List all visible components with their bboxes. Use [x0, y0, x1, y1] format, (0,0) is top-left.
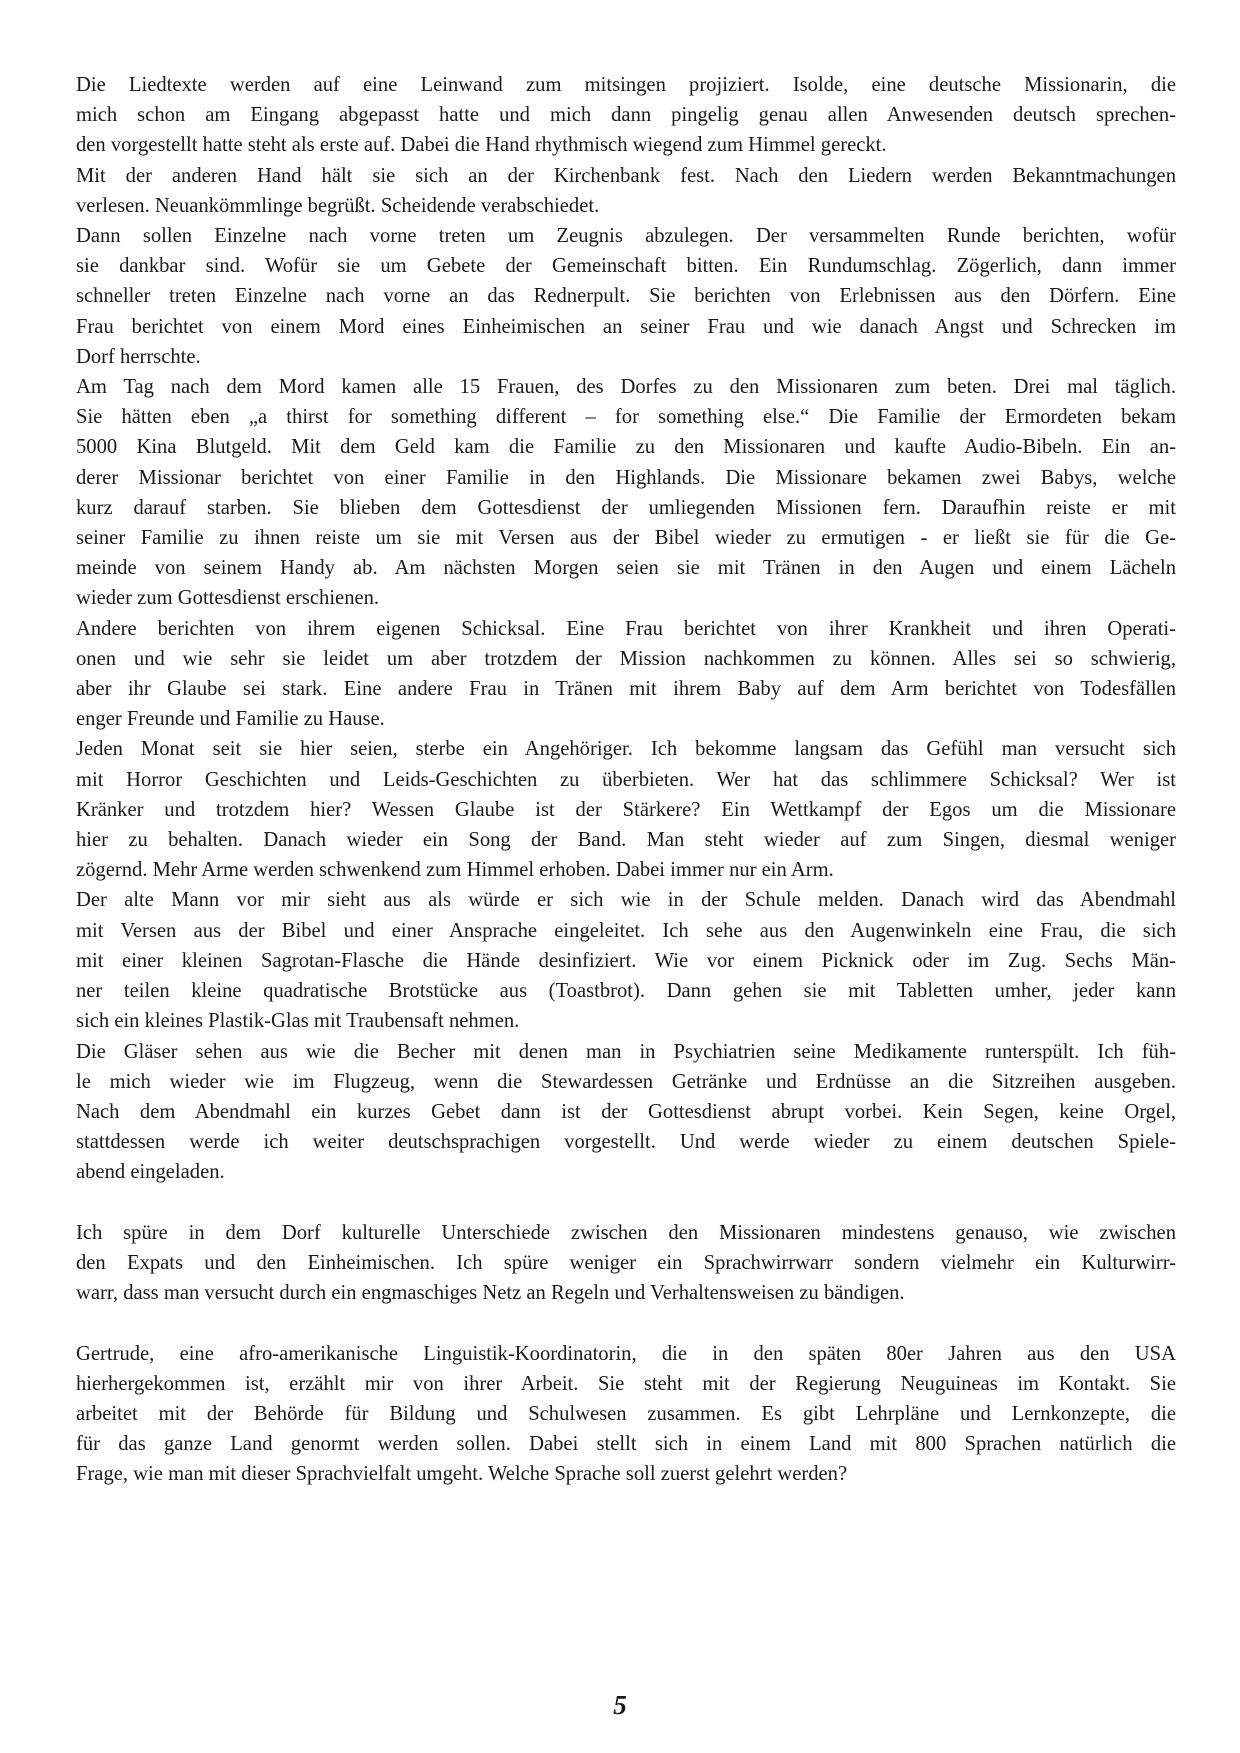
- text-line: mit einer kleinen Sagrotan-Flasche die Hände desinfiziert. Wie vor einem Picknick oder im Zug. Sechs Män-: [76, 949, 1176, 972]
- paragraph-gap: [76, 1308, 1176, 1338]
- text-line: Nach dem Abendmahl ein kurzes Gebet dann ist der Gottesdienst abrupt vorbei. Kein Segen, keine Orgel,: [76, 1100, 1176, 1123]
- text-line: den vorgestellt hatte steht als erste auf. Dabei die Hand rhythmisch wiegend zum Himmel gereckt.: [76, 134, 887, 157]
- text-line: Dorf herrschte.: [76, 345, 201, 368]
- text-line: mit Horror Geschichten und Leids-Geschichten zu überbieten. Wer hat das schlimmere Schicksal? Wer ist: [76, 768, 1176, 791]
- paragraph: [76, 161, 1176, 221]
- text-line: meinde von seinem Handy ab. Am nächsten Morgen seien sie mit Tränen in den Augen und einem Lächeln: [76, 557, 1176, 580]
- paragraph: [76, 221, 1176, 372]
- text-line: ner teilen kleine quadratische Brotstücke aus (Toastbrot). Dann gehen sie mit Tabletten umher, jeder kann: [76, 980, 1176, 1003]
- body-text: [76, 70, 1176, 1490]
- page-number: 5: [613, 1690, 627, 1720]
- paragraph: [76, 372, 1176, 614]
- paragraph: [76, 734, 1176, 885]
- text-line: Der alte Mann vor mir sieht aus als würde er sich wie in der Schule melden. Danach wird das Abendmahl: [76, 889, 1176, 912]
- text-line: 5000 Kina Blutgeld. Mit dem Geld kam die Familie zu den Missionaren und kaufte Audio-Bibeln. Ein an-: [76, 436, 1176, 459]
- text-line: Mit der anderen Hand hält sie sich an der Kirchenbank fest. Nach den Liedern werden Bekanntmachungen: [76, 164, 1176, 187]
- text-line: Andere berichten von ihrem eigenen Schicksal. Eine Frau berichtet von ihrer Krankheit und ihren Operati-: [76, 617, 1176, 640]
- text-line: Gertrude, eine afro-amerikanische Linguistik-Koordinatorin, die in den späten 80er Jahren aus den USA: [76, 1342, 1176, 1365]
- text-line: enger Freunde und Familie zu Hause.: [76, 708, 385, 731]
- paragraph: [76, 885, 1176, 1036]
- text-line: mit Versen aus der Bibel und einer Ansprache eingeleitet. Ich sehe aus den Augenwinkeln eine Frau, die sich: [76, 919, 1176, 942]
- text-line: Dann sollen Einzelne nach vorne treten um Zeugnis abzulegen. Der versammelten Runde berichten, wofür: [76, 225, 1176, 248]
- text-line: abend eingeladen.: [76, 1161, 225, 1184]
- text-line: hier zu behalten. Danach wieder ein Song der Band. Man steht wieder auf zum Singen, diesmal weniger: [76, 829, 1176, 852]
- text-line: derer Missionar berichtet von einer Familie in den Highlands. Die Missionare bekamen zwei Babys, welche: [76, 466, 1176, 489]
- text-line: seiner Familie zu ihnen reiste um sie mit Versen aus der Bibel wieder zu ermutigen - er ließt sie für die Ge-: [76, 527, 1176, 550]
- text-line: den Expats und den Einheimischen. Ich spüre weniger ein Sprachwirrwarr sondern vielmehr ein Kulturwirr-: [76, 1251, 1176, 1274]
- text-line: Die Liedtexte werden auf eine Leinwand zum mitsingen projiziert. Isolde, eine deutsche Missionarin, die: [76, 74, 1176, 96]
- text-line: le mich wieder wie im Flugzeug, wenn die Stewardessen Getränke und Erdnüsse an die Sitzreihen ausgeben.: [76, 1070, 1176, 1093]
- paragraph: [76, 1339, 1176, 1490]
- text-line: schneller treten Einzelne nach vorne an das Rednerpult. Sie berichten von Erlebnissen aus den Dörfern. Eine: [76, 285, 1176, 308]
- text-line: Kränker und trotzdem hier? Wessen Glaube ist der Stärkere? Ein Wettkampf der Egos um die Missionare: [76, 798, 1176, 821]
- text-line: für das ganze Land genormt werden sollen. Dabei stellt sich in einem Land mit 800 Sprachen natürlich die: [76, 1433, 1176, 1456]
- text-line: Die Gläser sehen aus wie die Becher mit denen man in Psychiatrien seine Medikamente runterspült. Ich füh-: [76, 1040, 1176, 1063]
- text-line: kurz darauf starben. Sie blieben dem Gottesdienst der umliegenden Missionen fern. Daraufhin reiste er mit: [76, 496, 1176, 519]
- paragraph: [76, 70, 1176, 161]
- text-line: sich ein kleines Plastik-Glas mit Traubensaft nehmen.: [76, 1010, 520, 1033]
- text-line: onen und wie sehr sie leidet um aber trotzdem der Mission nachkommen zu können. Alles sei so schwierig,: [76, 647, 1176, 670]
- text-line: verlesen. Neuankömmlinge begrüßt. Scheidende verabschiedet.: [76, 194, 600, 217]
- text-line: Ich spüre in dem Dorf kulturelle Unterschiede zwischen den Missionaren mindestens genauso, wie zwischen: [76, 1221, 1176, 1244]
- paragraph: [76, 1037, 1176, 1188]
- text-line: arbeitet mit der Behörde für Bildung und Schulwesen zusammen. Es gibt Lehrpläne und Lernkonzepte, die: [76, 1402, 1176, 1425]
- text-line: sie dankbar sind. Wofür sie um Gebete der Gemeinschaft bitten. Ein Rundumschlag. Zögerlich, dann immer: [76, 255, 1176, 278]
- text-line: wieder zum Gottesdienst erschienen.: [76, 587, 380, 610]
- text-line: mich schon am Eingang abgepasst hatte und mich dann pingelig genau allen Anwesenden deutsch sprechen-: [76, 104, 1176, 127]
- text-line: aber ihr Glaube sei stark. Eine andere Frau in Tränen mit ihrem Baby auf dem Arm berichtet von Todesfällen: [76, 678, 1176, 701]
- text-line: hierhergekommen ist, erzählt mir von ihrer Arbeit. Sie steht mit der Regierung Neuguineas im Kontakt. Sie: [76, 1372, 1176, 1395]
- text-line: Frage, wie man mit dieser Sprachvielfalt umgeht. Welche Sprache soll zuerst gelehrt werden?: [76, 1463, 848, 1486]
- text-line: Frau berichtet von einem Mord eines Einheimischen an seiner Frau und wie danach Angst und Schrecken im: [76, 315, 1176, 338]
- text-line: warr, dass man versucht durch ein engmaschiges Netz an Regeln und Verhaltensweisen zu bändigen.: [76, 1282, 905, 1305]
- text-line: Sie hätten eben „a thirst for something different – for something else.“ Die Familie der Ermordeten bekam: [76, 406, 1176, 429]
- paragraph: [76, 614, 1176, 735]
- paragraph: [76, 1218, 1176, 1309]
- text-line: Am Tag nach dem Mord kamen alle 15 Frauen, des Dorfes zu den Missionaren zum beten. Drei mal täglich.: [76, 376, 1176, 399]
- text-line: Jeden Monat seit sie hier seien, sterbe ein Angehöriger. Ich bekomme langsam das Gefühl man versucht sich: [76, 738, 1176, 761]
- text-line: zögernd. Mehr Arme werden schwenkend zum Himmel erhoben. Dabei immer nur ein Arm.: [76, 859, 834, 882]
- text-line: stattdessen werde ich weiter deutschsprachigen vorgestellt. Und werde wieder zu einem deutschen Spiele-: [76, 1131, 1176, 1154]
- paragraph-gap: [76, 1188, 1176, 1218]
